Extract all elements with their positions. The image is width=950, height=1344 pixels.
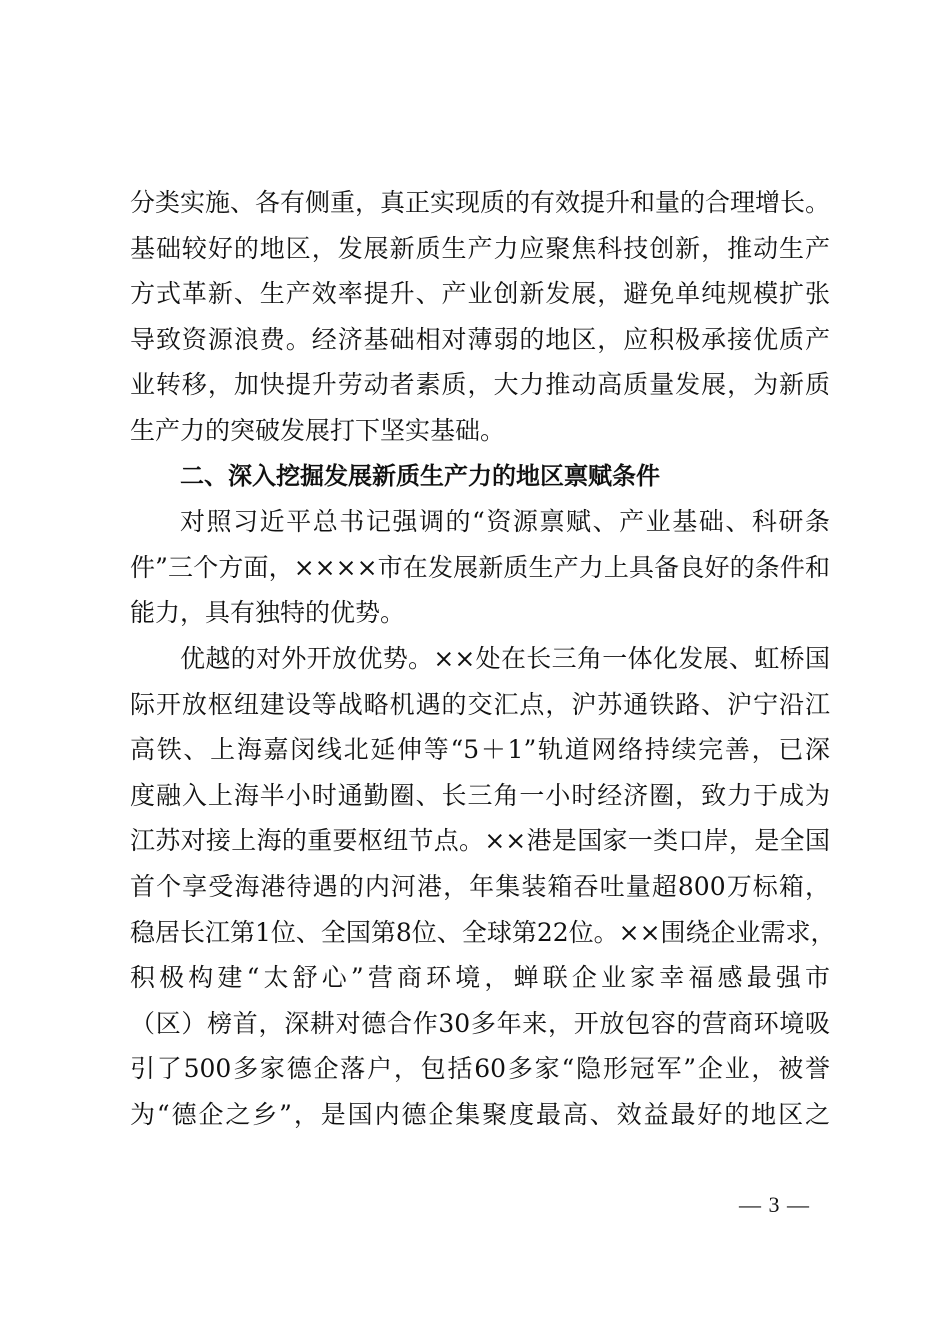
body-text: [130, 180, 836, 1137]
paragraph-line: 积极构建“太舒心”营商环境，蝉联企业家幸福感最强市: [130, 963, 830, 993]
paragraph-line: 方式革新、生产效率提升、产业创新发展，避免单纯规模扩张: [130, 279, 830, 309]
section-heading: 二、深入挖掘发展新质生产力的地区禀赋条件: [180, 461, 660, 490]
paragraph-line: 业转移，加快提升劳动者素质，大力推动高质量发展，为新质: [130, 370, 830, 400]
page-number: — 3 —: [739, 1192, 810, 1217]
paragraph-line: 首个享受海港待遇的内河港，年集装箱吞吐量超800万标箱，: [130, 871, 830, 901]
paragraph-line: 江苏对接上海的重要枢纽节点。××港是国家一类口岸，是全国: [130, 826, 830, 856]
paragraph-line: 导致资源浪费。经济基础相对薄弱的地区，应积极承接优质产: [130, 324, 830, 354]
paragraph-line: 分类实施、各有侧重，真正实现质的有效提升和量的合理增长。: [130, 188, 831, 217]
paragraph-line: 为“德企之乡”，是国内德企集聚度最高、效益最好的地区之: [130, 1099, 830, 1129]
paragraph-line: 对照习近平总书记强调的“资源禀赋、产业基础、科研条: [180, 507, 830, 537]
paragraph-line: 高铁、上海嘉闵线北延伸等“5＋1”轨道网络持续完善，已深: [130, 735, 830, 765]
paragraph-line: 基础较好的地区，发展新质生产力应聚焦科技创新，推动生产: [130, 233, 830, 263]
paragraph-line: （区）榜首，深耕对德合作30多年来，开放包容的营商环境吸: [130, 1008, 830, 1038]
paragraph-line: 度融入上海半小时通勤圈、长三角一小时经济圈，致力于成为: [130, 780, 830, 810]
paragraph-line: 优越的对外开放优势。××处在长三角一体化发展、虹桥国: [180, 643, 830, 673]
paragraph-line: 能力，具有独特的优势。: [130, 598, 406, 628]
paragraph-line: 际开放枢纽建设等战略机遇的交汇点，沪苏通铁路、沪宁沿江: [130, 689, 830, 719]
paragraph-line: 稳居长江第1位、全国第8位、全球第22位。××围绕企业需求，: [130, 917, 836, 947]
paragraph-line: 生产力的突破发展打下坚实基础。: [130, 415, 506, 445]
paragraph-line: 引了500多家德企落户，包括60多家“隐形冠军”企业，被誉: [130, 1054, 830, 1084]
paragraph-line: 件”三个方面，××××市在发展新质生产力上具备良好的条件和: [130, 552, 830, 582]
